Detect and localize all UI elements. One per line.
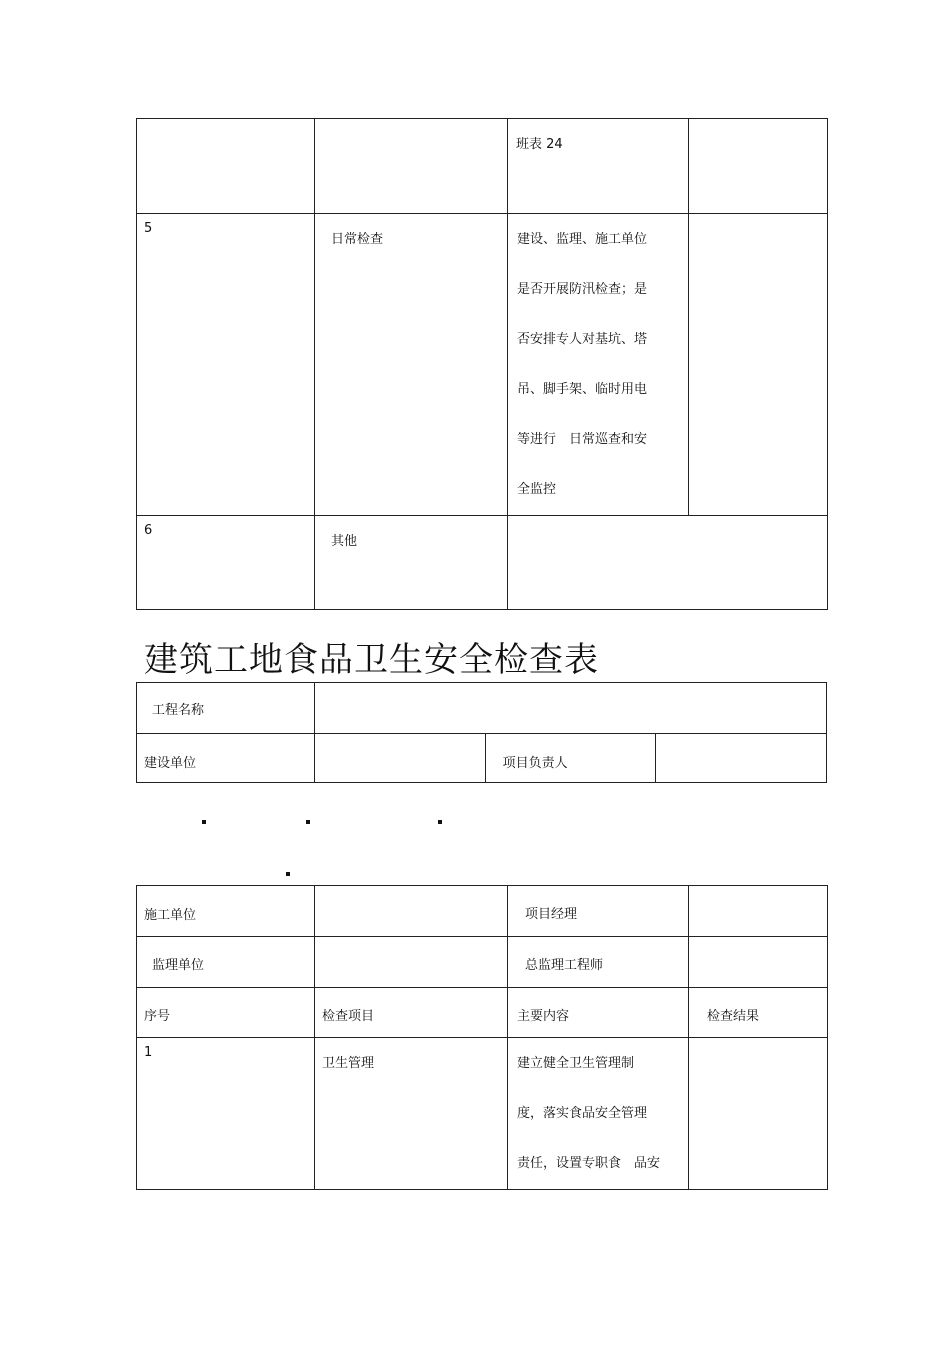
supervisor-value xyxy=(315,937,508,988)
dot-mark xyxy=(306,820,310,824)
content-text: 班表 24 xyxy=(516,137,563,152)
row-number: 5 xyxy=(144,221,153,236)
inspection-table-top xyxy=(136,118,828,610)
content-line: 吊、脚手架、临时用电 xyxy=(517,382,648,397)
header-cell xyxy=(315,988,508,1038)
content-line: 是否开展防汛检查；是 xyxy=(517,282,648,297)
header-item: 检查项目 xyxy=(322,1009,375,1024)
chief-supervisor-label: 总监理工程师 xyxy=(525,957,604,973)
contractor-value xyxy=(315,886,508,937)
project-name-label: 工程名称 xyxy=(152,702,205,718)
table-row xyxy=(137,1038,828,1190)
content-line: 建设、监理、施工单位 xyxy=(517,232,648,247)
row-number: 1 xyxy=(144,1045,153,1060)
table-header-row xyxy=(137,988,828,1038)
cell-result xyxy=(689,119,828,214)
cell-no xyxy=(137,119,315,214)
content-lines xyxy=(508,1039,688,1189)
cell-item xyxy=(315,119,508,214)
contractor-label: 施工单位 xyxy=(144,907,197,923)
cell-item xyxy=(315,1038,508,1190)
header-cell xyxy=(508,988,689,1038)
label-cell xyxy=(508,937,689,988)
item-text: 卫生管理 xyxy=(322,1056,375,1071)
table-row xyxy=(137,886,828,937)
header-result: 检查结果 xyxy=(707,1009,760,1024)
table-row xyxy=(137,734,827,783)
dot-mark xyxy=(202,820,206,824)
cell-item xyxy=(315,516,508,610)
header-content: 主要内容 xyxy=(517,1009,570,1024)
project-leader-value xyxy=(656,734,827,783)
label-cell xyxy=(137,937,315,988)
content-lines xyxy=(508,215,688,515)
label-cell xyxy=(508,886,689,937)
label-cell xyxy=(137,734,315,783)
label-cell xyxy=(485,734,656,783)
supervisor-label: 监理单位 xyxy=(152,957,205,973)
project-name-value xyxy=(315,683,827,734)
table-row xyxy=(137,516,828,610)
content-line: 度，落实食品安全管理 xyxy=(517,1106,648,1121)
cell-content xyxy=(508,1038,689,1190)
header-no: 序号 xyxy=(144,1009,171,1024)
builder-value xyxy=(315,734,486,783)
builder-label: 建设单位 xyxy=(144,755,197,771)
content-line: 全监控 xyxy=(517,482,557,497)
table-row xyxy=(137,683,827,734)
project-leader-label: 项目负责人 xyxy=(502,755,568,771)
table-row xyxy=(137,937,828,988)
item-text: 日常检查 xyxy=(331,232,384,247)
cell-no xyxy=(137,214,315,516)
item-text: 其他 xyxy=(331,534,358,549)
table-row xyxy=(137,214,828,516)
project-manager-label: 项目经理 xyxy=(525,906,578,922)
cell-content xyxy=(508,214,689,516)
row-number: 6 xyxy=(144,523,153,538)
label-cell xyxy=(137,886,315,937)
header-cell xyxy=(689,988,828,1038)
cell-content xyxy=(508,119,689,214)
content-line: 否安排专人对基坑、塔 xyxy=(517,332,648,347)
dot-mark xyxy=(438,820,442,824)
cell-result xyxy=(689,214,828,516)
cell-result xyxy=(689,1038,828,1190)
cell-item xyxy=(315,214,508,516)
page-title: 建筑工地食品卫生安全检查表 xyxy=(144,640,599,680)
cell-content-merged xyxy=(508,516,828,610)
content-line: 责任，设置专职食 品安 xyxy=(517,1156,661,1171)
content-line: 等进行 日常巡查和安 xyxy=(517,432,648,447)
label-cell xyxy=(137,683,315,734)
chief-supervisor-value xyxy=(689,937,828,988)
inspection-table-main xyxy=(136,885,828,1190)
info-table xyxy=(136,682,827,783)
table-row xyxy=(137,119,828,214)
project-manager-value xyxy=(689,886,828,937)
header-cell xyxy=(137,988,315,1038)
cell-no xyxy=(137,516,315,610)
cell-no xyxy=(137,1038,315,1190)
content-line: 建立健全卫生管理制 xyxy=(517,1056,635,1071)
dot-mark xyxy=(286,872,290,876)
